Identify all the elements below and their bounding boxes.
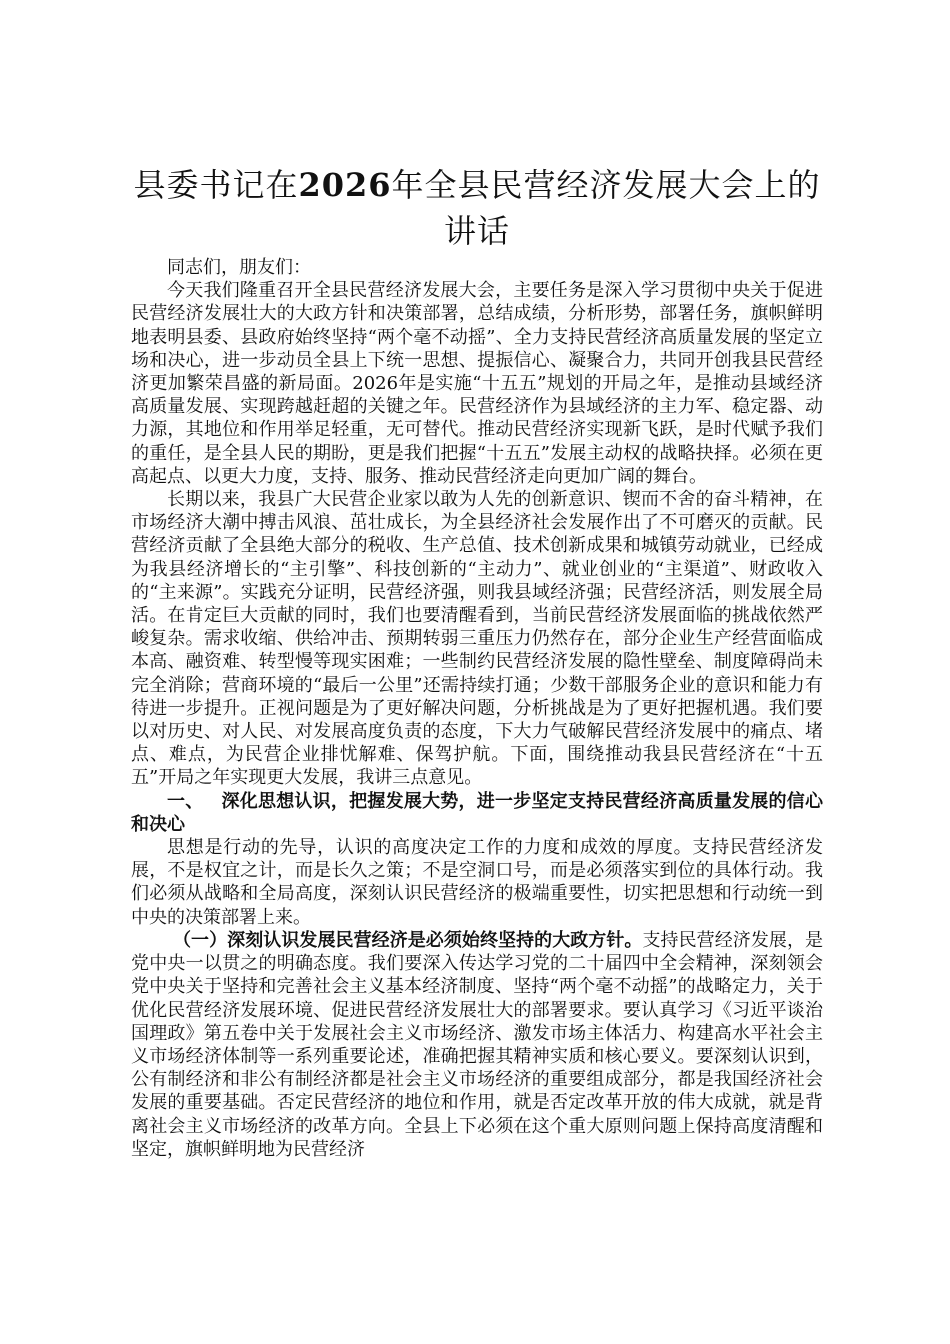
paragraph-1: 今天我们隆重召开全县民营经济发展大会，主要任务是深入学习贯彻中央关于促进民营经济发展壮大的大政方针和决策部署，总结成绩，分析形势，部署任务，旗帜鲜明地表明县委、县政府始终坚持“两个毫不动摇”、全力支持民营经济高质量发展的坚定立场和决心，进一步动员全县上下统一思想、提振信心、凝聚合力，共同开创我县民营经济更加繁荣昌盛的新局面。2026年是实施“十五五”规划的开局之年，是推动县域经济高质量发展、实现跨越赶超的关键之年。民营经济作为县域经济的主力军、稳定器、动力源，其地位和作用举足轻重，无可替代。推动民营经济实现新飞跃，是时代赋予我们的重任，是全县人民的期盼，更是我们把握“十五五”发展主动权的战略抉择。必须在更高起点、以更大力度，支持、服务、推动民营经济走向更加广阔的舞台。 bbox=[131, 280, 823, 487]
section-heading-1-number: 一、 bbox=[167, 790, 204, 812]
document-page bbox=[131, 162, 823, 1161]
paragraph-3: 思想是行动的先导，认识的高度决定工作的力度和成效的厚度。支持民营经济发展，不是权宜之计，而是长久之策；不是空洞口号，而是必须落实到位的具体行动。我们必须从战略和全局高度，深刻认识民营经济的极端重要性，切实把思想和行动统一到中央的决策部署上来。 bbox=[131, 837, 823, 928]
paragraph-4 bbox=[131, 929, 823, 1161]
subsection-1-text: 支持民营经济发展，是党中央一以贯之的明确态度。我们要深入传达学习党的二十届四中全会精神，深刻领会党中央关于坚持和完善社会主义基本经济制度、坚持“两个毫不动摇”的战略定力，关于优化民营经济发展环境、促进民营经济发展壮大的部署要求。要认真学习《习近平谈治国理政》第五卷中关于发展社会主义市场经济、激发市场主体活力、构建高水平社会主义市场经济体制等一系列重要论述，准确把握其精神实质和核心要义。要深刻认识到，公有制经济和非公有制经济都是社会主义市场经济的重要组成部分，都是我国经济社会发展的重要基础。否定民营经济的地位和作用，就是否定改革开放的伟大成就，就是背离社会主义市场经济的改革方向。全县上下必须在这个重大原则问题上保持高度清醒和坚定，旗帜鲜明地为民营经济 bbox=[131, 929, 823, 1160]
subsection-heading-1: （一）深刻认识发展民营经济是必须始终坚持的大政方针。 bbox=[173, 929, 643, 951]
title-part1: 县委书记在 bbox=[133, 166, 299, 204]
title-year: 2026 bbox=[298, 166, 392, 204]
greeting: 同志们，朋友们： bbox=[167, 257, 311, 278]
section-heading-1-text: 深化思想认识，把握发展大势，进一步坚定支持民营经济高质量发展的信心和决心 bbox=[131, 790, 824, 835]
document-title bbox=[131, 162, 823, 254]
section-heading-1 bbox=[131, 790, 823, 836]
paragraph-2: 长期以来，我县广大民营企业家以敢为人先的创新意识、锲而不舍的奋斗精神，在市场经济大潮中搏击风浪、茁壮成长，为全县经济社会发展作出了不可磨灭的贡献。民营经济贡献了全县绝大部分的税收、生产总值、技术创新成果和城镇劳动就业，已经成为我县经济增长的“主引擎”、科技创新的“主动力”、就业创业的“主渠道”、财政收入的“主来源”。实践充分证明，民营经济强，则我县域经济强；民营经济活，则发展全局活。在肯定巨大贡献的同时，我们也要清醒看到，当前民营经济发展面临的挑战依然严峻复杂。需求收缩、供给冲击、预期转弱三重压力仍然存在，部分企业生产经营面临成本高、融资难、转型慢等现实困难；一些制约民营经济发展的隐性壁垒、制度障碍尚未完全消除；营商环境的“最后一公里”还需持续打通；少数干部服务企业的意识和能力有待进一步提升。正视问题是为了更好解决问题，分析挑战是为了更好把握机遇。我们要以对历史、对人民、对发展高度负责的态度，下大力气破解民营经济发展中的痛点、堵点、难点，为民营企业排忧解难、保驾护航。下面，围绕推动我县民营经济在“十五五”开局之年实现更大发展，我讲三点意见。 bbox=[131, 489, 823, 789]
title-part2: 年全县民营经济发展大会上的讲话 bbox=[391, 166, 821, 250]
